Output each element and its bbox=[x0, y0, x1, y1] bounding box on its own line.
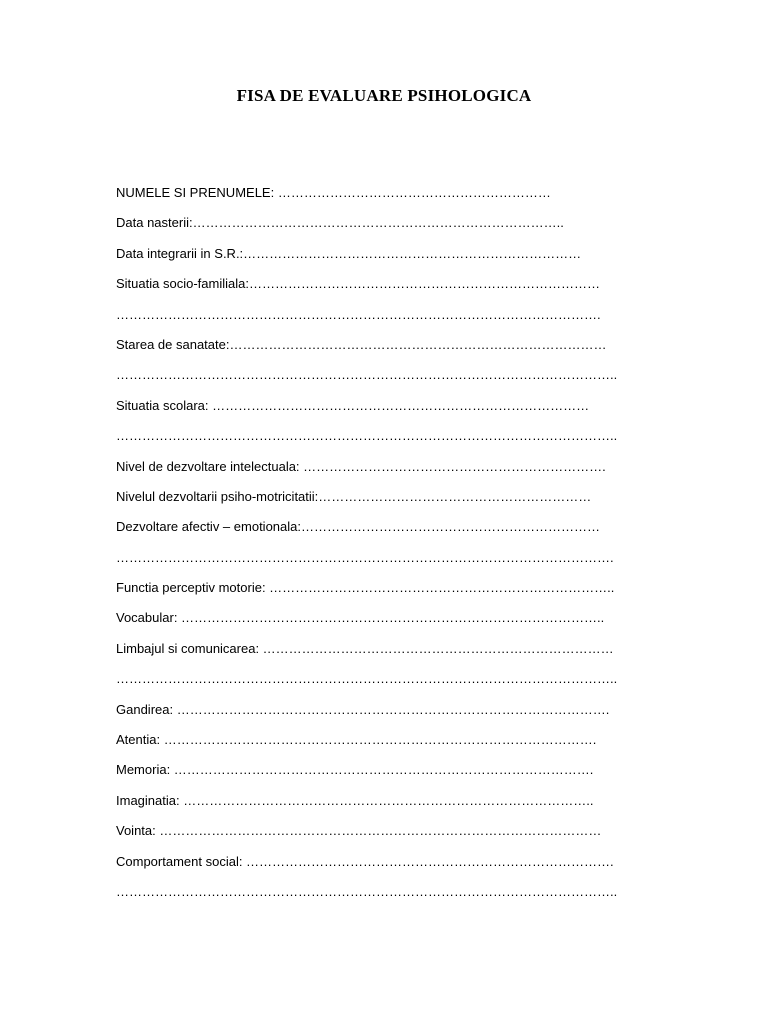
field-language-communication-continued: …………………………………………………………………………………………………….. bbox=[116, 671, 618, 687]
field-psychomotor-development: Nivelul dezvoltarii psiho-motricitatii:……………………………………………………… bbox=[116, 488, 592, 504]
field-name: NUMELE SI PRENUMELE: ……………………………………………………… bbox=[116, 185, 551, 200]
field-intellectual-development: Nivel de dezvoltare intelectuala: ……………………………………………………………. bbox=[116, 458, 606, 474]
field-social-behavior-continued: …………………………………………………………………………………………………….. bbox=[116, 883, 618, 899]
field-thinking: Gandirea: ………………………………………………………………………………………. bbox=[116, 701, 610, 717]
field-will: Vointa: ………………………………………………………………………………………… bbox=[116, 823, 602, 839]
field-school-situation-continued: …………………………………………………………………………………………………….. bbox=[116, 428, 618, 444]
field-vocabulary: Vocabular: …………………………………………………………………………………….. bbox=[116, 610, 605, 626]
form-fields bbox=[116, 182, 636, 911]
field-social-behavior: Comportament social: …………………………………………………………………………. bbox=[116, 853, 614, 869]
field-socio-family-situation: Situatia socio-familiala:……………………………………………………………………… bbox=[116, 276, 600, 292]
field-imagination: Imaginatia: ………………………………………………………………………………….. bbox=[116, 792, 594, 808]
field-health-status-continued: …………………………………………………………………………………………………….. bbox=[116, 367, 618, 383]
field-memory: Memoria: ……………………………………………………………………………………. bbox=[116, 762, 594, 778]
field-perceptual-motor-function: Functia perceptiv motorie: …………………………………………………………………….. bbox=[116, 580, 615, 596]
field-attention: Atentia: ………………………………………………………………………………………. bbox=[116, 732, 597, 748]
field-socio-family-situation-continued: …………………………………………………………………………………………………. bbox=[116, 306, 601, 322]
field-health-status: Starea de sanatate:…………………………………………………………………………… bbox=[116, 336, 607, 352]
field-affective-emotional-development: Dezvoltare afectiv – emotionala:…………………………………………………………… bbox=[116, 519, 600, 535]
field-language-communication: Limbajul si comunicarea: ……………………………………………………………………… bbox=[116, 640, 614, 656]
form-title: FISA DE EVALUARE PSIHOLOGICA bbox=[236, 86, 532, 105]
field-school-situation: Situatia scolara: …………………………………………………………………………… bbox=[116, 397, 590, 413]
field-affective-emotional-development-continued: ……………………………………………………………………………………………………. bbox=[116, 549, 614, 565]
field-birth-date: Data nasterii:………………………………………………………………………….. bbox=[116, 215, 564, 231]
field-integration-date: Data integrarii in S.R.:…………………………………………………………………… bbox=[116, 245, 582, 261]
